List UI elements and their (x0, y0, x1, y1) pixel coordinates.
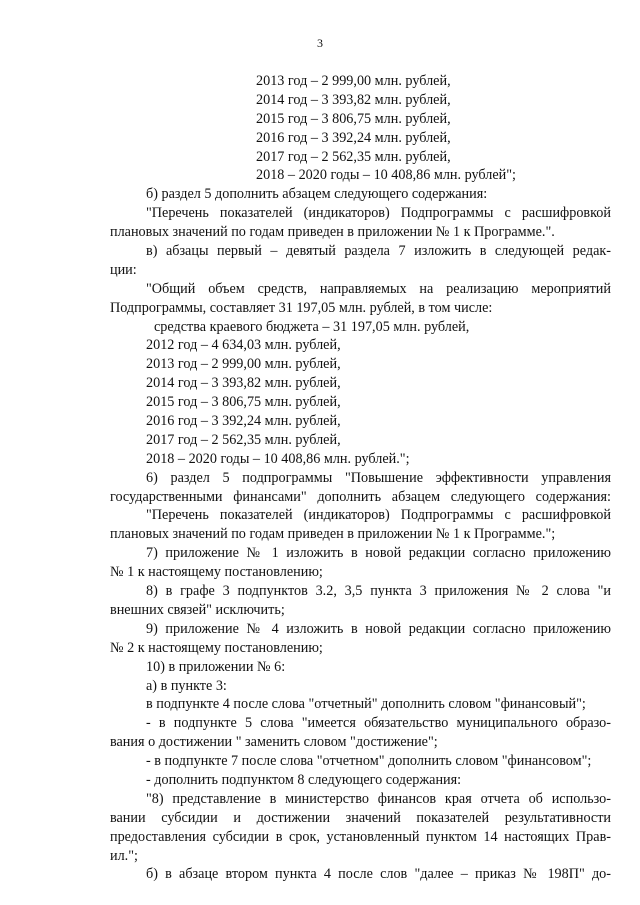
text-line: 2017 год – 2 562,35 млн. рублей, (146, 431, 341, 448)
text-line: Подпрограммы, составляет 31 197,05 млн. рублей, в том числе: (110, 299, 493, 316)
text-line: 2013 год – 2 999,00 млн. рублей, (256, 73, 451, 89)
text-line: 2014 год – 3 393,82 млн. рублей, (146, 375, 341, 392)
page-number: 3 (317, 36, 323, 50)
text-line: "8) представление в министерство финансов края отчета об использо- (146, 790, 611, 807)
text-line: государственными финансами" дополнить абзацем следующего содержания: (110, 488, 611, 505)
text-line: 2015 год – 3 806,75 млн. рублей, (146, 394, 341, 411)
text-line: вания о достижении " заменить словом "достижение"; (110, 734, 438, 751)
text-line: 2018 – 2020 годы – 10 408,86 млн. рублей"; (256, 167, 516, 184)
text-line: в подпункте 4 после слова "отчетный" дополнить словом "финансовый"; (146, 696, 586, 713)
text-line: вании субсидии и достижении значений показателей результативности (110, 809, 611, 826)
text-line: плановых значений по годам приведен в приложении № 1 к Программе.". (110, 224, 555, 241)
text-line: № 2 к настоящему постановлению; (110, 639, 323, 656)
text-line: 7) приложение № 1 изложить в новой редакции согласно приложению (146, 545, 611, 562)
text-line: ции: (110, 261, 137, 278)
text-line: 2013 год – 2 999,00 млн. рублей, (146, 356, 341, 373)
text-line: внешних связей" исключить; (110, 601, 285, 618)
text-line: б) в абзаце втором пункта 4 после слов "далее – приказ № 198П" до- (146, 866, 611, 883)
text-line: № 1 к настоящему постановлению; (110, 564, 323, 581)
text-line: средства краевого бюджета – 31 197,05 млн. рублей, (154, 318, 470, 335)
text-line: 10) в приложении № 6: (146, 658, 286, 675)
text-line: 6) раздел 5 подпрограммы "Повышение эффективности управления (146, 469, 611, 486)
text-line: б) раздел 5 дополнить абзацем следующего содержания: (146, 186, 488, 203)
text-line: 2016 год – 3 392,24 млн. рублей, (256, 129, 451, 146)
text-line: 2018 – 2020 годы – 10 408,86 млн. рублей."; (146, 450, 410, 467)
text-line: "Перечень показателей (индикаторов) Подпрограммы с расшифровкой (146, 507, 611, 524)
text-line: в) абзацы первый – девятый раздела 7 изложить в следующей редак- (146, 243, 611, 260)
text-line: - в подпункте 5 слова "имеется обязательство муниципального образо- (146, 715, 611, 732)
text-line: 2012 год – 4 634,03 млн. рублей, (146, 337, 341, 354)
text-line: а) в пункте 3: (146, 677, 227, 694)
text-line: ил."; (110, 847, 138, 864)
text-line: 2014 год – 3 393,82 млн. рублей, (256, 91, 451, 108)
text-line: предоставления субсидии в срок, установленный пунктом 14 настоящих Прав- (110, 828, 611, 845)
text-line: - в подпункте 7 после слова "отчетном" дополнить словом "финансовом"; (146, 753, 592, 770)
text-line: "Общий объем средств, направляемых на реализацию мероприятий (146, 280, 611, 297)
document-body (110, 72, 611, 884)
text-line: 2016 год – 3 392,24 млн. рублей, (146, 413, 341, 430)
text-line: "Перечень показателей (индикаторов) Подпрограммы с расшифровкой (146, 205, 611, 222)
text-line: 9) приложение № 4 изложить в новой редакции согласно приложению (146, 620, 611, 637)
text-line: 8) в графе 3 подпунктов 3.2, 3,5 пункта 3 приложения № 2 слова "и (146, 583, 611, 600)
text-line: 2015 год – 3 806,75 млн. рублей, (256, 110, 451, 127)
text-line: плановых значений по годам приведен в приложении № 1 к Программе."; (110, 526, 556, 543)
text-line: 2017 год – 2 562,35 млн. рублей, (256, 148, 451, 165)
text-line: - дополнить подпунктом 8 следующего содержания: (146, 771, 462, 788)
